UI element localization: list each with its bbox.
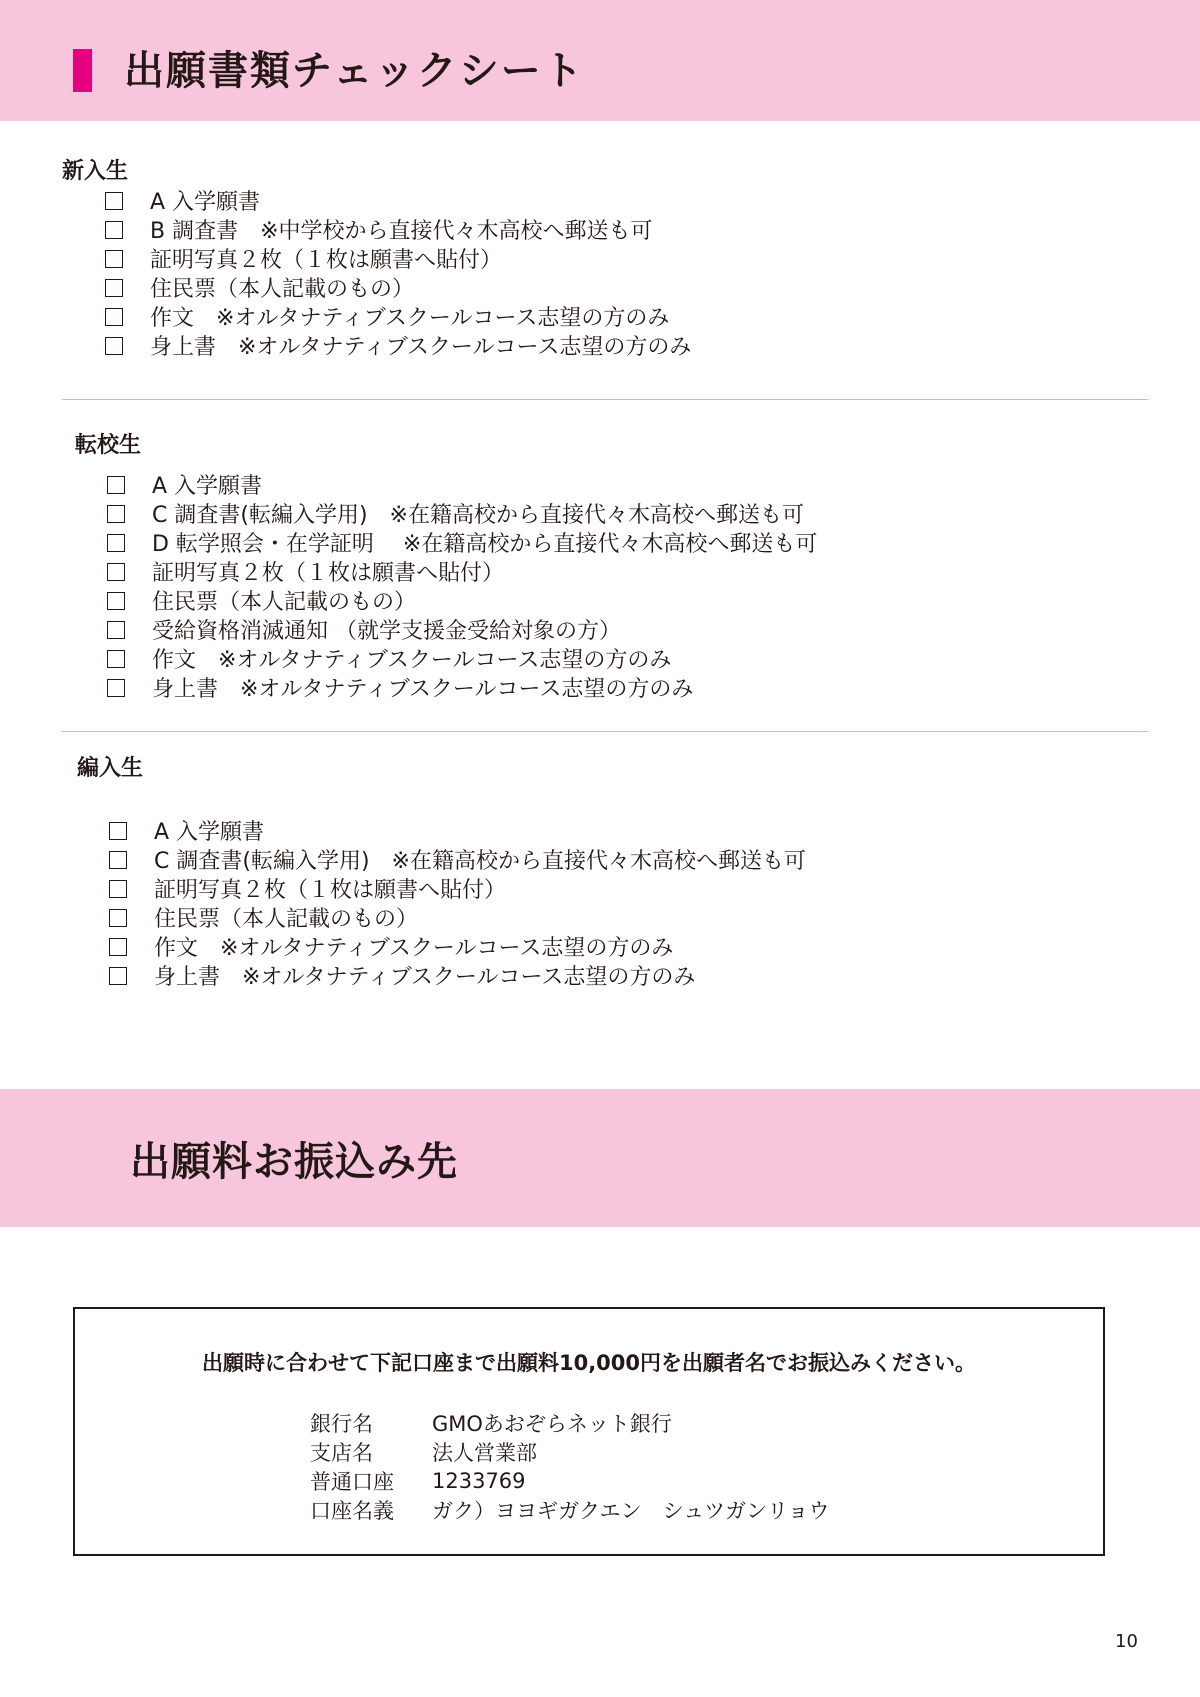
checkbox[interactable] xyxy=(107,563,125,581)
section-title-readmission-students: 編入生 xyxy=(77,756,144,781)
item-label: 身上書 ※オルタナティブスクールコース志望の方のみ xyxy=(150,335,692,360)
checklist-item[interactable] xyxy=(107,644,817,673)
item-label: 住民票（本人記載のもの） xyxy=(150,277,415,302)
item-label: D 転学照会・在学証明 ※在籍高校から直接代々木高校へ郵送も可 xyxy=(152,532,818,557)
checkbox[interactable] xyxy=(105,279,123,297)
checkbox[interactable] xyxy=(107,679,125,697)
checklist-item[interactable] xyxy=(107,615,817,644)
item-label: 作文 ※オルタナティブスクールコース志望の方のみ xyxy=(152,648,672,673)
checkbox[interactable] xyxy=(107,650,125,668)
item-label: C 調査書(転編入学用) ※在籍高校から直接代々木高校へ郵送も可 xyxy=(154,849,806,874)
checkbox[interactable] xyxy=(105,250,123,268)
checkbox[interactable] xyxy=(109,880,127,898)
item-label: 証明写真２枚（１枚は願書へ貼付） xyxy=(152,561,505,586)
item-label: C 調査書(転編入学用) ※在籍高校から直接代々木高校へ郵送も可 xyxy=(152,503,804,528)
item-label: 証明写真２枚（１枚は願書へ貼付） xyxy=(150,248,503,273)
checkbox[interactable] xyxy=(105,337,123,355)
item-label: 身上書 ※オルタナティブスクールコース志望の方のみ xyxy=(152,677,694,702)
checklist-item[interactable] xyxy=(105,244,691,273)
checklist-item[interactable] xyxy=(109,874,806,903)
section-divider xyxy=(62,399,1148,400)
checklist-item[interactable] xyxy=(105,186,691,215)
page-title: 出願書類チェックシート xyxy=(124,48,585,94)
item-label: A 入学願書 xyxy=(154,820,265,845)
section-title-new-students: 新入生 xyxy=(62,159,129,184)
bank-name-row xyxy=(310,1408,830,1437)
checklist-item[interactable] xyxy=(107,673,817,702)
checklist-item[interactable] xyxy=(107,470,817,499)
checklist-item[interactable] xyxy=(107,528,817,557)
checklist-item[interactable] xyxy=(105,215,691,244)
account-number-value: 1233769 xyxy=(432,1468,526,1493)
checkbox[interactable] xyxy=(107,476,125,494)
checklist-item[interactable] xyxy=(105,331,691,360)
item-label: A 入学願書 xyxy=(150,190,261,215)
checkbox[interactable] xyxy=(107,534,125,552)
item-label: A 入学願書 xyxy=(152,474,263,499)
bank-details xyxy=(310,1408,830,1524)
item-label: 受給資格消滅通知 （就学支援金受給対象の方） xyxy=(152,619,621,644)
checklist-new-students xyxy=(105,186,691,360)
checkbox[interactable] xyxy=(109,851,127,869)
checklist-item[interactable] xyxy=(107,586,817,615)
checkbox[interactable] xyxy=(109,909,127,927)
checklist-item[interactable] xyxy=(109,845,806,874)
checkbox[interactable] xyxy=(105,221,123,239)
item-label: 作文 ※オルタナティブスクールコース志望の方のみ xyxy=(154,936,674,961)
section-divider xyxy=(62,731,1148,732)
checkbox[interactable] xyxy=(109,938,127,956)
item-label: 証明写真２枚（１枚は願書へ貼付） xyxy=(154,878,507,903)
item-label: 身上書 ※オルタナティブスクールコース志望の方のみ xyxy=(154,965,696,990)
account-number-row xyxy=(310,1466,830,1495)
bank-name-label: 銀行名 xyxy=(310,1411,373,1436)
fee-title: 出願料お振込み先 xyxy=(130,1139,458,1185)
branch-value: 法人営業部 xyxy=(432,1440,537,1465)
checklist-readmission-students xyxy=(109,816,806,990)
bank-name-value: GMOあおぞらネット銀行 xyxy=(432,1411,672,1436)
section-title-transfer-students: 転校生 xyxy=(75,433,142,458)
checkbox[interactable] xyxy=(107,621,125,639)
branch-label: 支店名 xyxy=(310,1440,373,1465)
payment-note: 出願時に合わせて下記口座まで出願料10,000円を出願者名でお振込みください。 xyxy=(201,1351,977,1375)
checklist-item[interactable] xyxy=(107,499,817,528)
item-label: 住民票（本人記載のもの） xyxy=(154,907,419,932)
checkbox[interactable] xyxy=(105,192,123,210)
item-label: 住民票（本人記載のもの） xyxy=(152,590,417,615)
checklist-item[interactable] xyxy=(105,302,691,331)
checklist-item[interactable] xyxy=(105,273,691,302)
item-label: 作文 ※オルタナティブスクールコース志望の方のみ xyxy=(150,306,670,331)
branch-row xyxy=(310,1437,830,1466)
checkbox[interactable] xyxy=(109,822,127,840)
checkbox[interactable] xyxy=(109,967,127,985)
checklist-item[interactable] xyxy=(109,932,806,961)
checkbox[interactable] xyxy=(107,505,125,523)
checklist-item[interactable] xyxy=(109,816,806,845)
account-holder-value: ガク）ヨヨギガクエン シュツガンリョウ xyxy=(432,1498,830,1523)
account-number-label: 普通口座 xyxy=(310,1469,394,1494)
checkbox[interactable] xyxy=(105,308,123,326)
account-holder-label: 口座名義 xyxy=(310,1498,394,1523)
checkbox[interactable] xyxy=(107,592,125,610)
item-label: B 調査書 ※中学校から直接代々木高校へ郵送も可 xyxy=(150,219,653,244)
checklist-item[interactable] xyxy=(109,961,806,990)
title-marker xyxy=(73,49,92,92)
checklist-transfer-students xyxy=(107,470,817,702)
payment-info-box xyxy=(73,1307,1105,1556)
page-number: 10 xyxy=(1115,1631,1138,1652)
checklist-item[interactable] xyxy=(109,903,806,932)
checklist-item[interactable] xyxy=(107,557,817,586)
account-holder-row xyxy=(310,1495,830,1524)
